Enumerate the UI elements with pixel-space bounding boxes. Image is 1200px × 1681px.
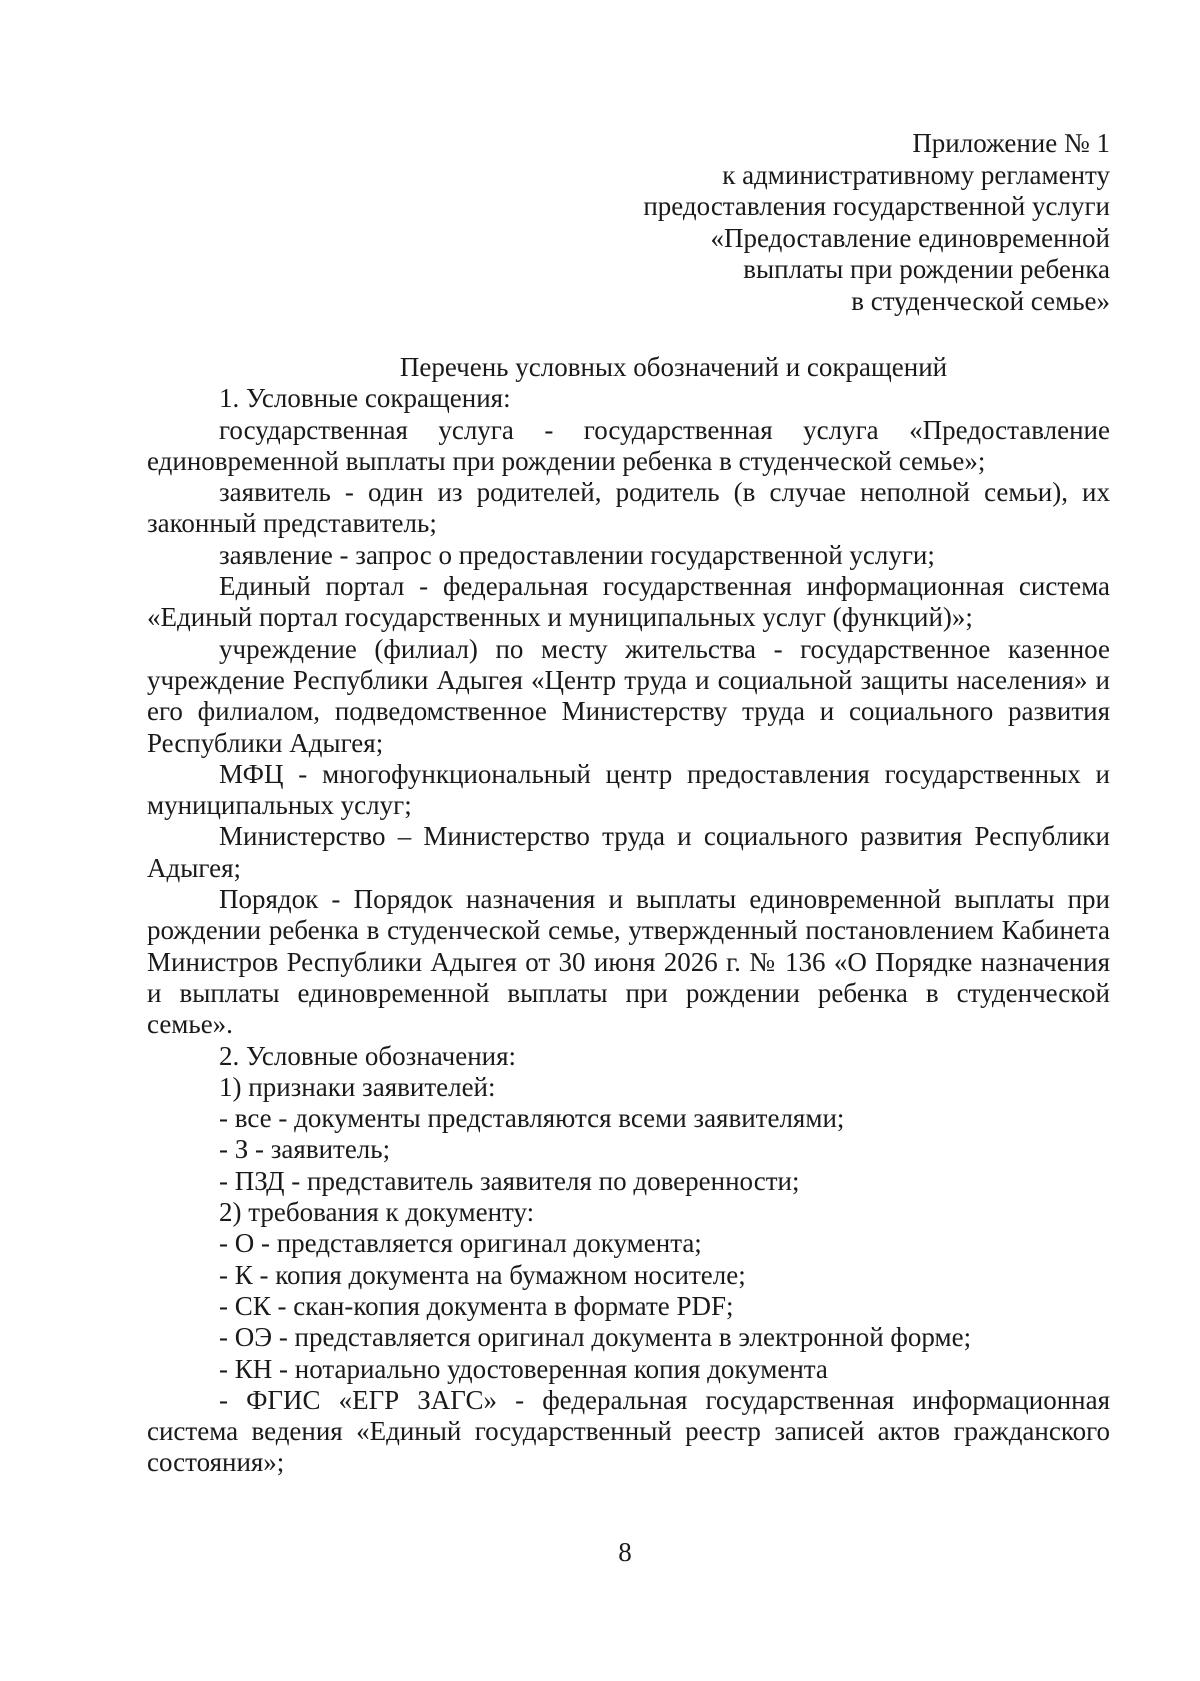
list-item: - О - представляется оригинал документа;: [219, 1228, 702, 1259]
list-item: - СК - скан-копия документа в формате PDF;: [219, 1290, 734, 1321]
page-number: 8: [618, 1537, 632, 1567]
definition-paragraph: заявитель - один из родителей, родитель (в случае неполной семьи), их законный представитель;: [147, 477, 1110, 539]
list-item: - З - заявитель;: [219, 1134, 391, 1165]
document-title: Перечень условных обозначений и сокращений: [399, 352, 948, 382]
section-heading: 1. Условные сокращения:: [219, 383, 511, 414]
list-item: - ОЭ - представляется оригинал документа в электронной форме;: [219, 1322, 972, 1353]
appendix-line: к административному регламенту: [722, 159, 1110, 190]
list-item: - К - копия документа на бумажном носителе;: [219, 1259, 746, 1290]
definition-paragraph: заявление - запрос о предоставлении государственной услуги;: [219, 539, 935, 570]
appendix-line: Приложение № 1: [912, 128, 1110, 158]
appendix-line: предоставления государственной услуги: [643, 191, 1110, 221]
appendix-line: «Предоставление единовременной: [710, 222, 1110, 253]
appendix-line: в студенческой семье»: [851, 285, 1110, 316]
definition-paragraph: учреждение (филиал) по месту жительства - государственное казенное учреждение Республики Адыгея «Центр труда и социальной защиты населения» и его филиалом, подведомственное Министерству труда и социального развития Республики Адыгея;: [147, 633, 1110, 758]
definition-paragraph: Министерство – Министерство труда и социального развития Республики Адыгея;: [147, 821, 1110, 883]
section-heading: 2. Условные обозначения:: [219, 1040, 517, 1071]
list-item: - КН - нотариально удостоверенная копия документа: [219, 1353, 828, 1384]
list-item: - все - документы представляются всеми заявителями;: [219, 1103, 845, 1134]
definition-paragraph: Единый портал - федеральная государственная информационная система «Единый портал государственных и муниципальных услуг (функций)»;: [147, 571, 1110, 633]
definition-paragraph: Порядок - Порядок назначения и выплаты единовременной выплаты при рождении ребенка в студенческой семье, утвержденный постановлением Кабинета Министров Республики Адыгея от 30 июня 2026 г. № 136 «О Порядке назначения и выплаты единовременной выплаты при рождении ребенка в студенческой семье».: [147, 884, 1110, 1040]
appendix-header: [643, 128, 1110, 317]
definition-paragraph: государственная услуга - государственная услуга «Предоставление единовременной выплаты при рождении ребенка в студенческой семье»;: [147, 414, 1110, 476]
list-heading: 1) признаки заявителей:: [219, 1071, 496, 1102]
list-heading: 2) требования к документу:: [219, 1197, 535, 1228]
document-body: [147, 352, 1110, 1479]
definition-paragraph: МФЦ - многофункциональный центр предоставления государственных и муниципальных услуг;: [147, 758, 1110, 821]
appendix-line: выплаты при рождении ребенка: [743, 254, 1110, 284]
list-item: - ПЗД - представитель заявителя по доверенности;: [219, 1165, 800, 1196]
list-item: - ФГИС «ЕГР ЗАГС» - федеральная государственная информационная система ведения «Единый государственный реестр записей актов гражданского состояния»;: [147, 1384, 1110, 1478]
